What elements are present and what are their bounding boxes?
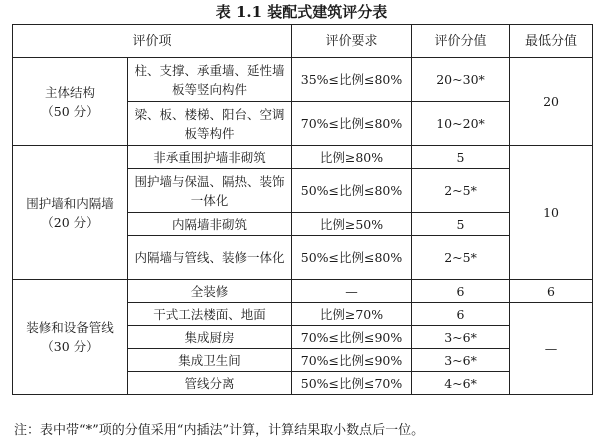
header-score: 评价分值 — [412, 25, 510, 58]
requirement-cell: 50%≤比例≤80% — [292, 169, 412, 213]
score-cell: 20~30* — [412, 58, 510, 102]
table-row — [13, 58, 593, 102]
header-row — [13, 25, 593, 58]
score-cell: 4~6* — [412, 372, 510, 395]
scoring-table — [12, 24, 593, 395]
item-cell: 全装修 — [128, 280, 292, 303]
item-cell: 内隔墙非砌筑 — [128, 213, 292, 236]
item-cell: 内隔墙与管线、装修一体化 — [128, 236, 292, 280]
item-cell: 围护墙与保温、隔热、装饰一体化 — [128, 169, 292, 213]
min-score-cell: — — [510, 303, 593, 395]
table-note: 注：表中带“*”项的分值采用“内插法”计算，计算结果取小数点后一位。 — [14, 423, 425, 438]
item-cell: 梁、板、楼梯、阳台、空调板等构件 — [128, 102, 292, 146]
score-cell: 2~5* — [412, 236, 510, 280]
group-score: （30 分） — [41, 339, 99, 354]
header-min-score: 最低分值 — [510, 25, 593, 58]
group-name: 装修和设备管线 — [26, 320, 114, 335]
requirement-cell: 比例≥80% — [292, 146, 412, 169]
header-requirement: 评价要求 — [292, 25, 412, 58]
score-cell: 5 — [412, 213, 510, 236]
requirement-cell: — — [292, 280, 412, 303]
requirement-cell: 50%≤比例≤70% — [292, 372, 412, 395]
item-cell: 干式工法楼面、地面 — [128, 303, 292, 326]
score-cell: 6 — [412, 303, 510, 326]
group-name: 围护墙和内隔墙 — [26, 195, 114, 211]
requirement-cell: 70%≤比例≤80% — [292, 102, 412, 146]
group-score: （50 分） — [41, 103, 99, 119]
min-score-cell: 20 — [510, 58, 593, 146]
requirement-cell: 70%≤比例≤90% — [292, 326, 412, 349]
table-row — [13, 146, 593, 169]
item-cell: 柱、支撑、承重墙、延性墙板等竖向构件 — [128, 58, 292, 102]
header-evaluation-item: 评价项 — [13, 25, 292, 58]
score-cell: 2~5* — [412, 169, 510, 213]
item-cell: 集成厨房 — [128, 326, 292, 349]
score-cell: 3~6* — [412, 326, 510, 349]
requirement-cell: 70%≤比例≤90% — [292, 349, 412, 372]
score-cell: 6 — [412, 280, 510, 303]
min-score-cell: 6 — [510, 280, 593, 303]
table-caption: 表 1.1 装配式建筑评分表 — [215, 3, 388, 21]
min-score-cell: 10 — [510, 146, 593, 280]
group-cell — [13, 58, 128, 146]
requirement-cell: 35%≤比例≤80% — [292, 58, 412, 102]
group-name: 主体结构 — [44, 84, 95, 100]
group-score: （20 分） — [41, 214, 99, 230]
group-cell — [13, 280, 128, 395]
item-cell: 集成卫生间 — [128, 349, 292, 372]
table-row — [13, 280, 593, 303]
score-cell: 3~6* — [412, 349, 510, 372]
group-cell — [13, 146, 128, 280]
requirement-cell: 50%≤比例≤80% — [292, 236, 412, 280]
item-cell: 管线分离 — [128, 372, 292, 395]
score-cell: 10~20* — [412, 102, 510, 146]
score-cell: 5 — [412, 146, 510, 169]
item-cell: 非承重围护墙非砌筑 — [128, 146, 292, 169]
requirement-cell: 比例≥70% — [292, 303, 412, 326]
requirement-cell: 比例≥50% — [292, 213, 412, 236]
